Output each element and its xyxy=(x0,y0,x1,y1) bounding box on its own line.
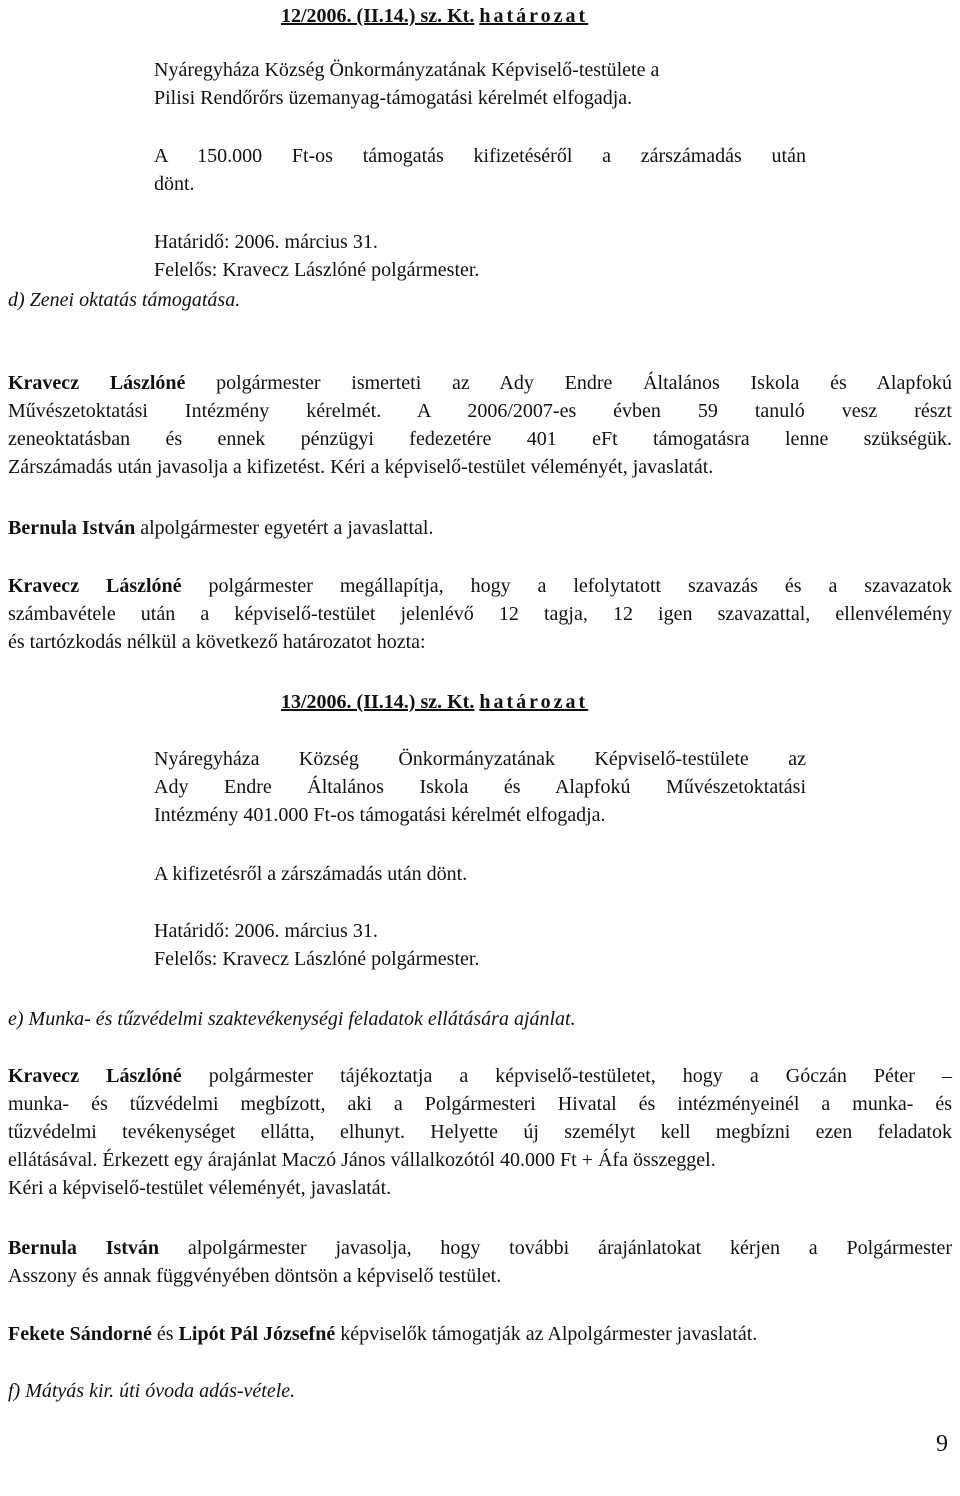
section-d-heading: d) Zenei oktatás támogatása. xyxy=(8,289,241,311)
speaker-name: Kravecz Lászlóné xyxy=(8,575,182,597)
decision-12-word: határozat xyxy=(479,5,589,27)
section-d-para-3-line-3: és tartózkodás nélkül a következő határozatot hozta: xyxy=(8,631,426,653)
section-e-para-3-and: és xyxy=(151,1323,179,1345)
section-e-para-1-line-5: Kéri a képviselő-testület véleményét, javaslatát. xyxy=(8,1177,392,1199)
section-d-para-1-line-4: Zárszámadás után javasolja a kifizetést. Kéri a képviselő-testület véleményét, javaslatát. xyxy=(8,456,714,478)
section-e-para-2 xyxy=(8,1234,952,1290)
section-e-para-1-line-2: munka- és tűzvédelmi megbízott, aki a Polgármesteri Hivatal és intézményeinél a munka- és xyxy=(8,1093,952,1115)
section-f-heading: f) Mátyás kir. úti óvoda adás-vétele. xyxy=(8,1380,296,1402)
section-e-para-1 xyxy=(8,1062,952,1202)
decision-13-payment-line: A kifizetésről a zárszámadás után dönt. xyxy=(154,863,468,885)
section-d-para-1-line-2: Művészetoktatási Intézmény kérelmét. A 2006/2007-es évben 59 tanuló vesz részt xyxy=(8,400,952,422)
section-e-para-2-line-1 xyxy=(8,1234,952,1262)
section-e-para-3-text: képviselők támogatják az Alpolgármester javaslatát. xyxy=(335,1323,758,1345)
decision-12-meta xyxy=(154,228,806,284)
decision-12-line-2: Pilisi Rendőrőrs üzemanyag-támogatási kérelmét elfogadja. xyxy=(154,87,633,109)
section-e-para-2-line-2: Asszony és annak függvényében döntsön a képviselő testület. xyxy=(8,1265,502,1287)
decision-13-line-3: Intézmény 401.000 Ft-os támogatási kérelmét elfogadja. xyxy=(154,804,606,826)
section-d-para-3 xyxy=(8,572,952,656)
decision-13-line-2: Ady Endre Általános Iskola és Alapfokú Művészetoktatási xyxy=(154,776,806,798)
section-d-para-3-line-1-text: polgármester megállapítja, hogy a lefolytatott szavazás és a szavazatok xyxy=(181,575,952,597)
section-d-para-3-line-1 xyxy=(8,572,952,600)
decision-13-meta xyxy=(154,917,806,973)
decision-12-body xyxy=(154,56,806,112)
decision-12-number: 12/2006. (II.14.) sz. Kt. xyxy=(281,5,475,27)
decision-13-deadline: Határidő: 2006. március 31. xyxy=(154,920,378,942)
decision-13-line-1: Nyáregyháza Község Önkormányzatának Képviselő-testülete az xyxy=(154,748,806,770)
section-d-para-1 xyxy=(8,369,952,481)
decision-12-responsible: Felelős: Kravecz Lászlóné polgármester. xyxy=(154,259,480,281)
decision-12-heading xyxy=(281,2,588,30)
section-d-para-2 xyxy=(8,514,433,542)
section-d-para-2-text: alpolgármester egyetért a javaslattal. xyxy=(135,517,434,539)
section-e-para-1-line-3: tűzvédelmi tevékenységet ellátta, elhunyt. Helyette új személyt kell megbízni ezen feladatok xyxy=(8,1121,952,1143)
decision-13-body xyxy=(154,745,806,829)
decision-13-number: 13/2006. (II.14.) sz. Kt. xyxy=(281,691,475,713)
section-d-para-1-line-1 xyxy=(8,369,952,397)
section-d-para-1-line-1-text: polgármester ismerteti az Ady Endre Általános Iskola és Alapfokú xyxy=(185,372,952,394)
section-d-para-1-line-3: zeneoktatásban és ennek pénzügyi fedezetére 401 eFt támogatásra lenne szükségük. xyxy=(8,428,952,450)
decision-13-word: határozat xyxy=(479,691,589,713)
decision-12-payment-line-1: A 150.000 Ft-os támogatás kifizetéséről a zárszámadás után xyxy=(154,145,806,167)
speaker-name: Bernula István xyxy=(8,517,136,539)
decision-12-payment xyxy=(154,142,806,198)
page-number: 9 xyxy=(936,1431,948,1457)
decision-12-payment-line-2: dönt. xyxy=(154,173,195,195)
speaker-name: Bernula István xyxy=(8,1237,160,1259)
section-d-para-3-line-2: számbavétele után a képviselő-testület jelenlévő 12 tagja, 12 igen szavazattal, ellenvélemény xyxy=(8,603,952,625)
decision-13-heading xyxy=(281,688,588,716)
speaker-name: Kravecz Lászlóné xyxy=(8,372,186,394)
section-e-para-1-line-1 xyxy=(8,1062,952,1090)
speaker-name-1: Fekete Sándorné xyxy=(8,1323,152,1345)
section-e-para-3 xyxy=(8,1320,757,1348)
decision-13-payment xyxy=(154,860,806,888)
decision-13-responsible: Felelős: Kravecz Lászlóné polgármester. xyxy=(154,948,480,970)
section-e-para-1-line-4: ellátásával. Érkezett egy árajánlat Maczó János vállalkozótól 40.000 Ft + Áfa összeggel. xyxy=(8,1149,716,1171)
speaker-name-2: Lipót Pál Józsefné xyxy=(178,1323,336,1345)
decision-12-deadline: Határidő: 2006. március 31. xyxy=(154,231,378,253)
speaker-name: Kravecz Lászlóné xyxy=(8,1065,182,1087)
section-e-heading: e) Munka- és tűzvédelmi szaktevékenységi feladatok ellátására ajánlat. xyxy=(8,1008,576,1030)
section-e-para-1-line-1-text: polgármester tájékoztatja a képviselő-testületet, hogy a Góczán Péter – xyxy=(181,1065,952,1087)
section-e-para-2-line-1-text: alpolgármester javasolja, hogy további árajánlatokat kérjen a Polgármester xyxy=(159,1237,952,1259)
decision-12-line-1: Nyáregyháza Község Önkormányzatának Képviselő-testülete a xyxy=(154,59,660,81)
